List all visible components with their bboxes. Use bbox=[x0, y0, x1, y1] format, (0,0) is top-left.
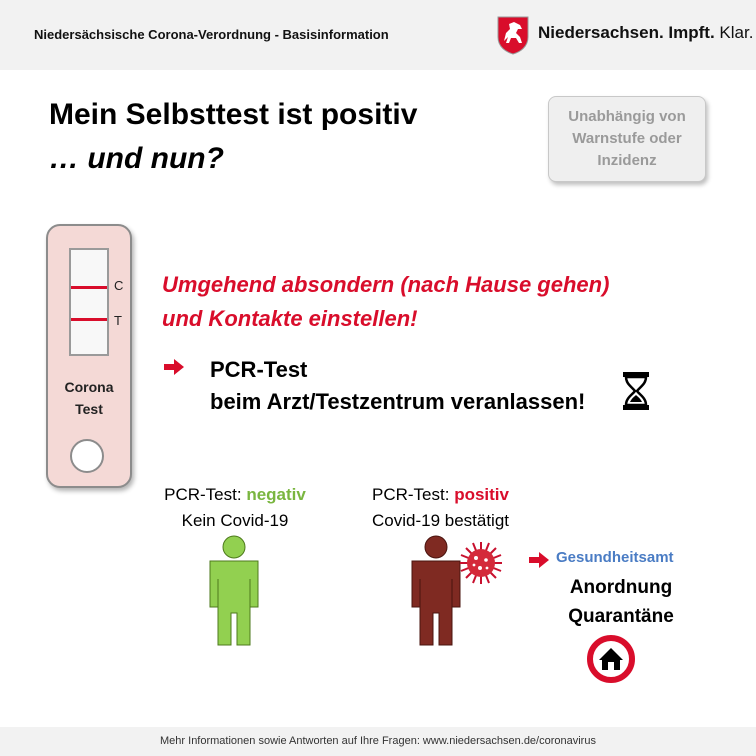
hourglass-icon bbox=[622, 371, 650, 416]
health-office-label: Gesundheitsamt bbox=[556, 549, 674, 566]
lower-saxony-horse-crest-icon bbox=[496, 15, 530, 55]
isolate-instruction: Umgehend absondern (nach Hause gehen) und Kontakte einstellen! bbox=[162, 272, 610, 331]
pcr-instruction: beim Arzt/Testzentrum veranlassen! bbox=[210, 389, 586, 414]
result-positive-line bbox=[353, 482, 528, 508]
sample-well bbox=[70, 439, 104, 473]
brand-slogan bbox=[538, 23, 753, 43]
page-subtitle: … und nun? bbox=[49, 142, 224, 175]
result-positive-prefix: PCR-Test: bbox=[372, 485, 450, 504]
test-name: Corona Test bbox=[64, 379, 114, 417]
result-negative-status: negativ bbox=[246, 485, 306, 504]
page-title: Mein Selbsttest ist positiv bbox=[49, 98, 418, 131]
control-line bbox=[71, 286, 107, 289]
person-positive-icon bbox=[406, 535, 466, 652]
coronavirus-icon bbox=[458, 540, 504, 591]
arrow-right-icon bbox=[528, 551, 550, 574]
header-bar bbox=[0, 0, 756, 70]
result-positive-desc: Covid-19 bestätigt bbox=[371, 511, 510, 530]
header-title: Niedersächsische Corona-Verordnung - Basisinformation bbox=[34, 27, 389, 42]
quarantine-order: Anordnung Quarantäne bbox=[568, 577, 674, 627]
brand-slogan-bold: Niedersachsen. Impft. bbox=[538, 23, 715, 42]
footer-info: Mehr Informationen sowie Antworten auf Ihre Fragen: www.niedersachsen.de/coronavirus bbox=[0, 727, 756, 756]
corona-test-cassette bbox=[46, 224, 132, 488]
result-negative-line bbox=[155, 482, 315, 508]
stay-home-sign-icon bbox=[586, 634, 636, 689]
result-positive bbox=[353, 482, 528, 534]
label-t: T bbox=[114, 313, 122, 328]
info-badge: Unabhängig von Warnstufe oder Inzidenz bbox=[548, 96, 706, 182]
person-negative-icon bbox=[204, 535, 264, 652]
result-positive-status: positiv bbox=[454, 485, 509, 504]
test-line bbox=[71, 318, 107, 321]
result-negative bbox=[155, 482, 315, 534]
pcr-title: PCR-Test bbox=[210, 357, 308, 382]
arrow-right-icon bbox=[163, 357, 185, 382]
result-negative-prefix: PCR-Test: bbox=[164, 485, 242, 504]
result-negative-desc: Kein Covid-19 bbox=[181, 511, 289, 530]
brand-slogan-suffix: Klar. bbox=[719, 23, 754, 42]
test-result-window bbox=[69, 248, 109, 356]
label-c: C bbox=[114, 278, 124, 293]
